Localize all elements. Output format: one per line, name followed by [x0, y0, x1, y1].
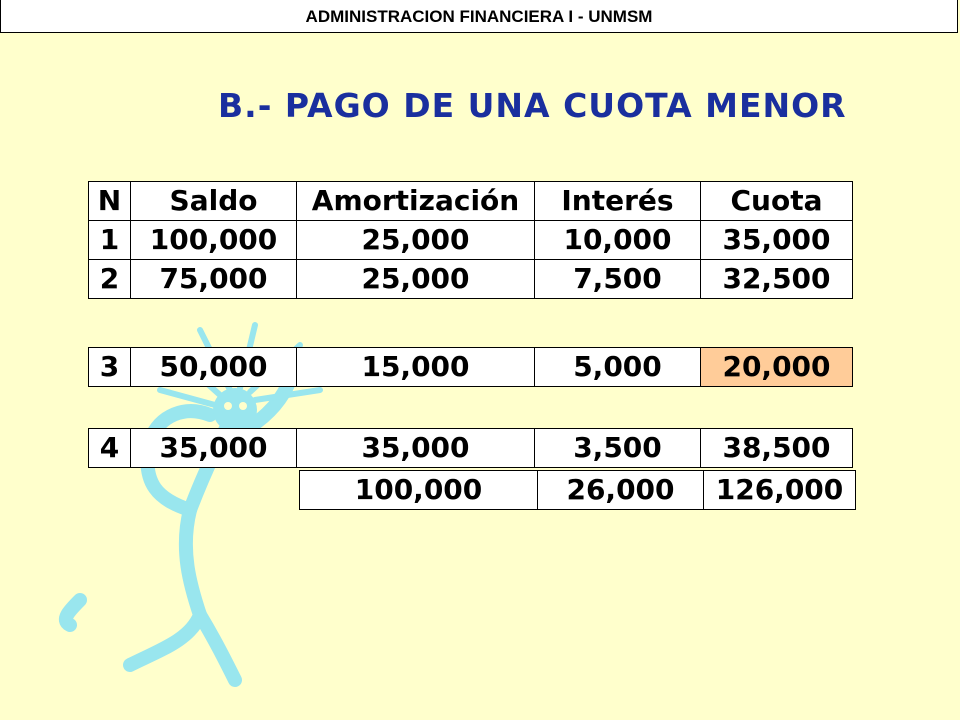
table-header-row [89, 182, 853, 221]
cell-amortizacion: 25,000 [297, 260, 535, 299]
cell-interes: 5,000 [535, 348, 701, 387]
table-row [89, 348, 853, 387]
header-amortizacion: Amortización [297, 182, 535, 221]
cell-n: 2 [89, 260, 131, 299]
table-row-block-3 [88, 347, 853, 387]
table-row [300, 471, 856, 510]
header-cuota: Cuota [701, 182, 853, 221]
total-interes: 26,000 [538, 471, 704, 510]
cell-saldo: 100,000 [131, 221, 297, 260]
cell-amortizacion: 15,000 [297, 348, 535, 387]
cell-interes: 7,500 [535, 260, 701, 299]
header-interes: Interés [535, 182, 701, 221]
slide-title: B.- PAGO DE UNA CUOTA MENOR [218, 86, 847, 125]
cell-n: 1 [89, 221, 131, 260]
totals-row [299, 470, 856, 510]
table-row [89, 221, 853, 260]
table-header-block [88, 181, 853, 299]
header-saldo: Saldo [131, 182, 297, 221]
cell-n: 3 [89, 348, 131, 387]
header-n: N [89, 182, 131, 221]
cell-saldo: 50,000 [131, 348, 297, 387]
header-title: ADMINISTRACION FINANCIERA I - UNMSM [305, 7, 653, 26]
table-row-block-4 [88, 428, 853, 468]
header-bar [0, 0, 958, 33]
cell-cuota: 35,000 [701, 221, 853, 260]
cell-saldo: 35,000 [131, 429, 297, 468]
table-row [89, 260, 853, 299]
cell-interes: 3,500 [535, 429, 701, 468]
cell-cuota: 38,500 [701, 429, 853, 468]
cell-cuota: 32,500 [701, 260, 853, 299]
cell-saldo: 75,000 [131, 260, 297, 299]
cell-interes: 10,000 [535, 221, 701, 260]
total-amortizacion: 100,000 [300, 471, 538, 510]
cell-cuota-highlighted: 20,000 [701, 348, 853, 387]
cell-amortizacion: 35,000 [297, 429, 535, 468]
total-cuota: 126,000 [704, 471, 856, 510]
table-row [89, 429, 853, 468]
cell-amortizacion: 25,000 [297, 221, 535, 260]
cell-n: 4 [89, 429, 131, 468]
